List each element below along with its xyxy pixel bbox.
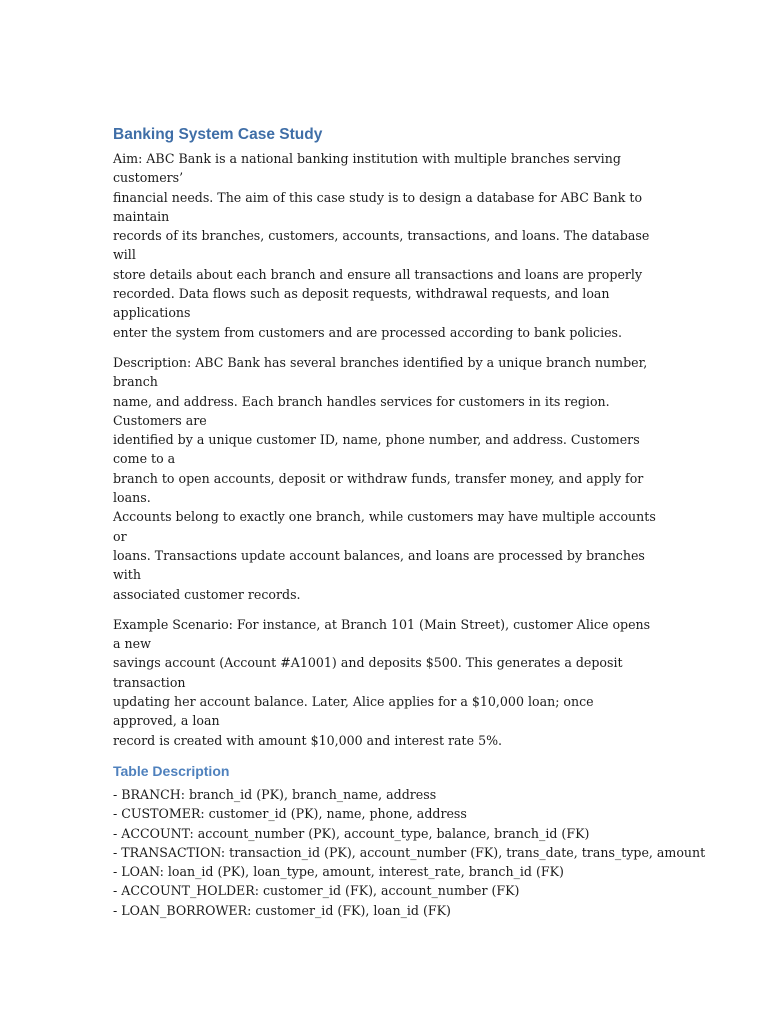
table-item-branch: - BRANCH: branch_id (PK), branch_name, address	[113, 786, 437, 802]
table-item-loan: - LOAN: loan_id (PK), loan_type, amount, interest_rate, branch_id (FK)	[113, 864, 564, 880]
table-item-customer: - CUSTOMER: customer_id (PK), name, phone, address	[113, 806, 467, 822]
table-item-account: - ACCOUNT: account_number (PK), account_type, balance, branch_id (FK)	[113, 825, 590, 841]
document-body	[113, 124, 706, 920]
aim-paragraph: Aim: ABC Bank is a national banking institution with multiple branches serving customers’ financial needs. The aim of this case study is to design a database for ABC Bank to maintain records of its branches, customers, accounts, transactions, and loans. The database will store details about each branch and ensure all transactions and loans are properly recorded. Data flows such as deposit requests, withdrawal requests, and loan applications enter the system from customers and are processed according to bank policies.	[113, 151, 650, 340]
example-scenario-paragraph: Example Scenario: For instance, at Branch 101 (Main Street), customer Alice opens a new savings account (Account #A1001) and deposits $500. This generates a deposit transaction updating her account balance. Later, Alice applies for a $10,000 loan; once approved, a loan record is created with amount $10,000 and interest rate 5%.	[113, 616, 651, 748]
table-description-list	[113, 785, 706, 920]
table-item-loan-borrower: - LOAN_BORROWER: customer_id (FK), loan_id (FK)	[113, 902, 451, 918]
table-item-transaction: - TRANSACTION: transaction_id (PK), account_number (FK), trans_date, trans_type, amount	[113, 844, 706, 860]
document-title: Banking System Case Study	[113, 126, 323, 143]
table-description-heading: Table Description	[113, 762, 230, 779]
table-item-account-holder: - ACCOUNT_HOLDER: customer_id (FK), account_number (FK)	[113, 883, 520, 899]
description-paragraph: Description: ABC Bank has several branches identified by a unique branch number, branch name, and address. Each branch handles services for customers in its region. Customers are identified by a unique customer ID, name, phone number, and address. Customers come to a branch to open accounts, deposit or withdraw funds, transfer money, and apply for loans. Accounts belong to exactly one branch, while customers may have multiple accounts or loans. Transactions update account balances, and loans are processed by branches with associated customer records.	[113, 354, 656, 602]
